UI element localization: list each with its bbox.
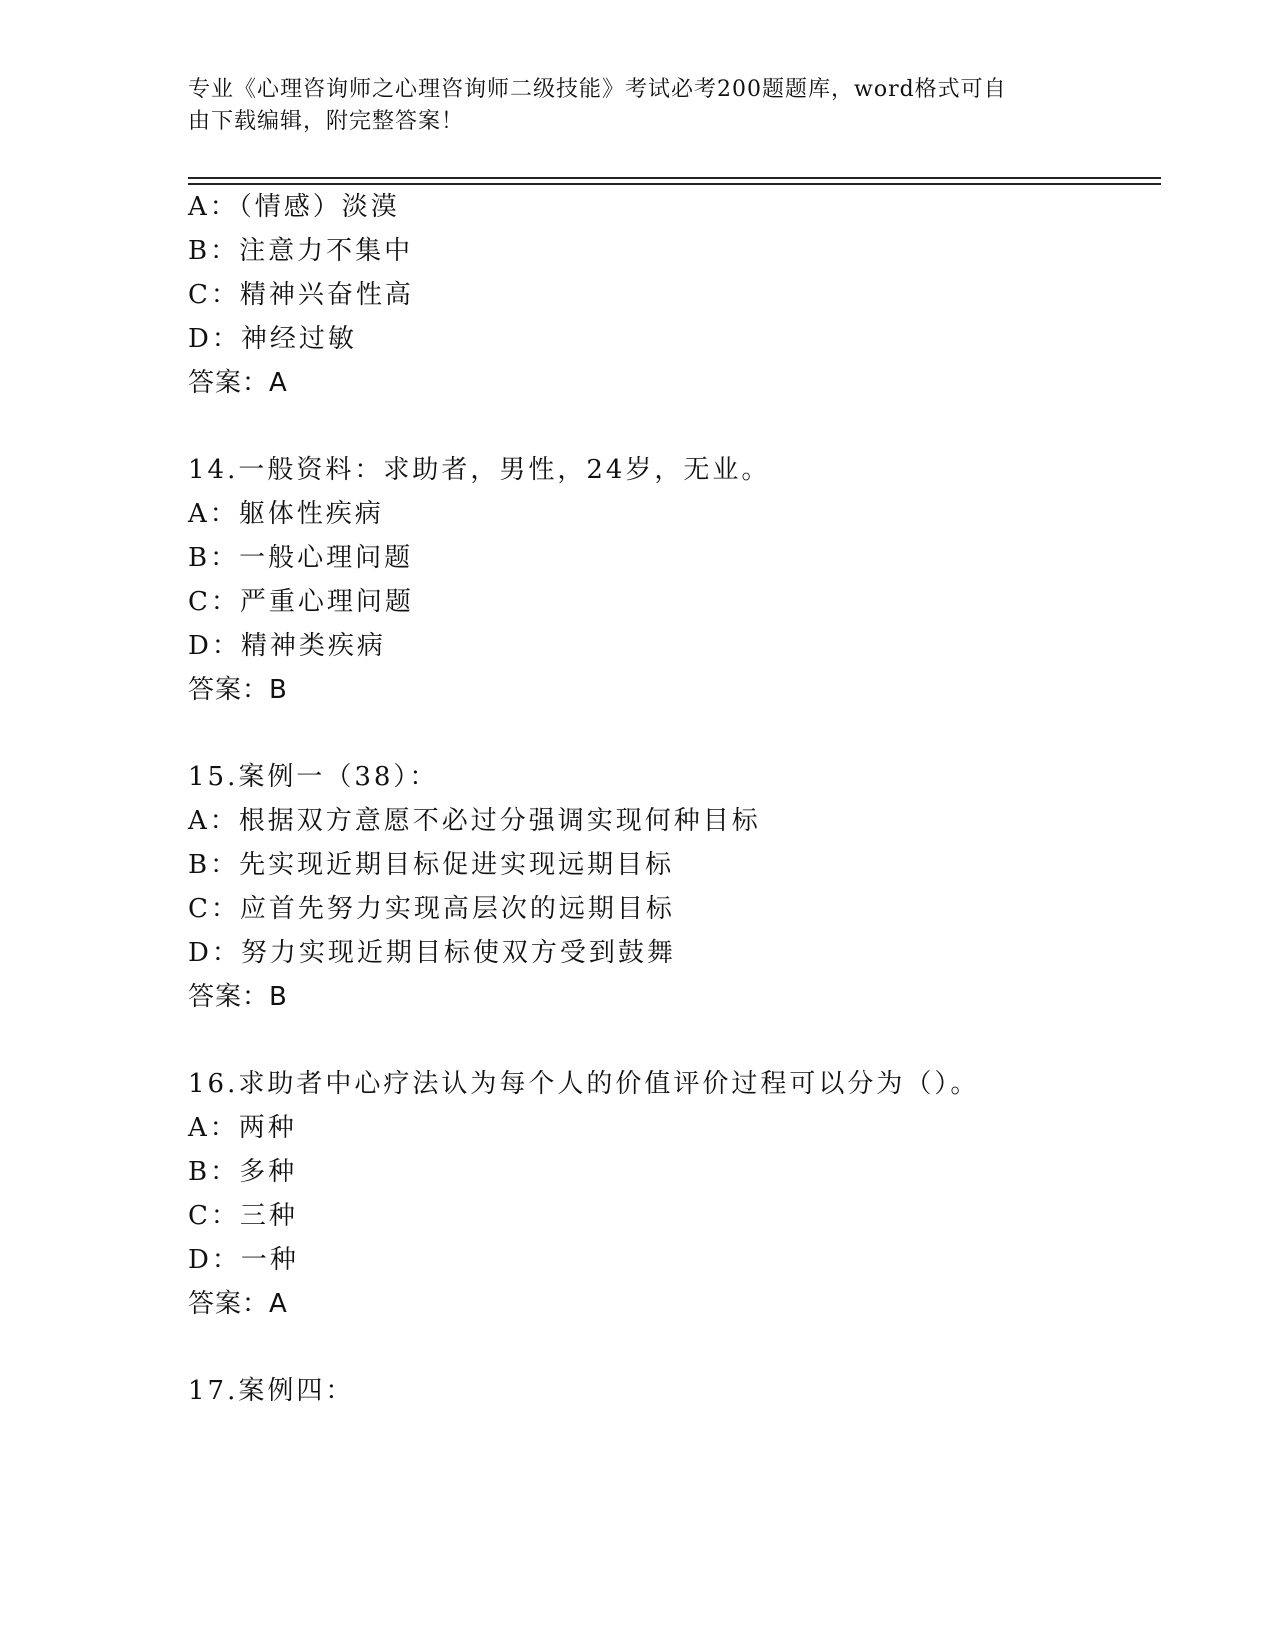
q15-option-d: D：努力实现近期目标使双方受到鼓舞 <box>188 938 676 968</box>
q14-option-c: C：严重心理问题 <box>188 587 414 617</box>
q13-option-c: C：精神兴奋性高 <box>188 280 414 310</box>
q16-question: 16.求助者中心疗法认为每个人的价值评价过程可以分为（）。 <box>188 1069 980 1099</box>
q14-question: 14.一般资料：求助者，男性，24岁，无业。 <box>188 455 771 485</box>
q14-option-a: A：躯体性疾病 <box>188 499 384 529</box>
q15-answer: 答案：B <box>188 982 288 1012</box>
header-rule-top <box>188 177 1161 179</box>
q14-answer: 答案：B <box>188 675 288 705</box>
q13-option-d: D：神经过敏 <box>188 324 357 354</box>
q13-option-a: A：（情感）淡漠 <box>188 192 400 222</box>
q17-question: 17.案例四： <box>188 1376 355 1406</box>
q14-option-d: D：精神类疾病 <box>188 631 386 661</box>
q15-option-b: B：先实现近期目标促进实现远期目标 <box>188 850 675 880</box>
q16-option-c: C：三种 <box>188 1201 298 1231</box>
q15-option-a: A：根据双方意愿不必过分强调实现何种目标 <box>188 806 761 836</box>
q15-option-c: C：应首先努力实现高层次的远期目标 <box>188 894 675 924</box>
header-rule-bottom <box>188 183 1161 185</box>
q13-answer: 答案：A <box>188 368 288 398</box>
q16-option-d: D：一种 <box>188 1245 299 1275</box>
q15-question: 15.案例一（38）： <box>188 762 439 792</box>
q16-option-a: A：两种 <box>188 1113 297 1143</box>
header-line-2: 由下载编辑，附完整答案！ <box>188 109 465 134</box>
header-line-1: 专业《心理咨询师之心理咨询师二级技能》考试必考200题题库，word格式可自 <box>188 77 1007 102</box>
document-header <box>188 74 1088 138</box>
q16-answer: 答案：A <box>188 1289 288 1319</box>
q13-option-b: B：注意力不集中 <box>188 236 414 266</box>
q16-option-b: B：多种 <box>188 1157 298 1187</box>
q14-option-b: B：一般心理问题 <box>188 543 414 573</box>
